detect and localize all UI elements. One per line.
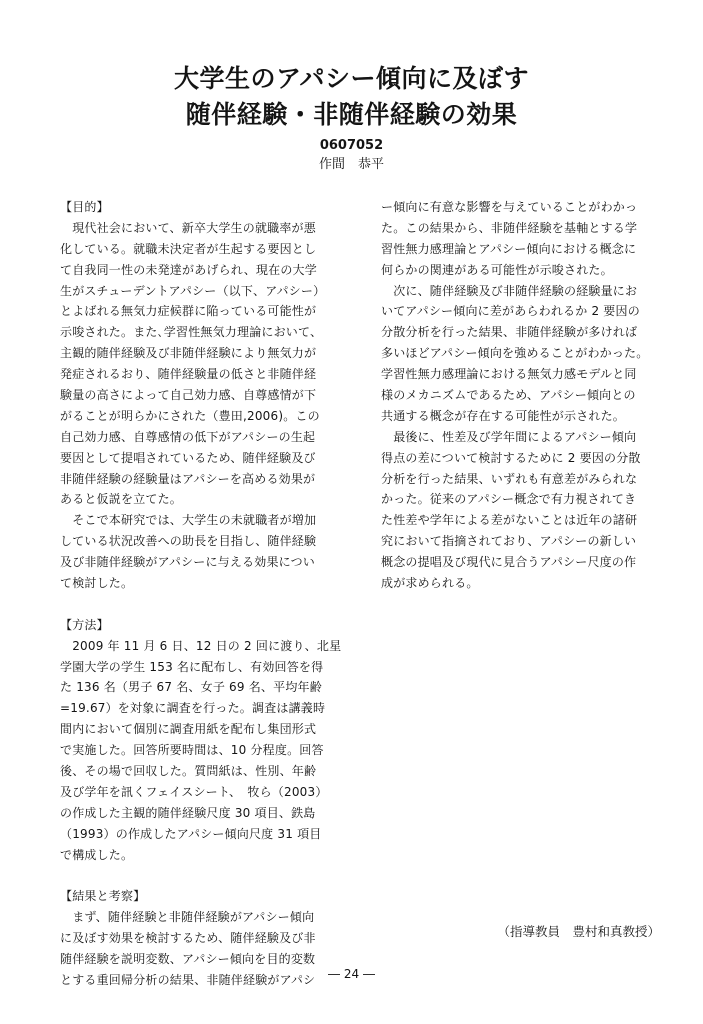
objective-heading: 【目的】	[60, 200, 109, 214]
results-heading: 【結果と考察】	[60, 889, 146, 904]
advisor-credit: （指導教員 豊村和真教授）	[497, 924, 660, 939]
discussion-line: いてアパシー傾向に差があらわれるか 2 要因の	[381, 304, 640, 319]
objective-line: て検討した。	[60, 576, 134, 591]
discussion-line: 何らかの関連がある可能性が示唆された。	[381, 262, 613, 277]
results-line: まず、随伴経験と非随伴経験がアパシー傾向	[60, 910, 315, 925]
objective-line: そこで本研究では、大学生の未就職者が増加	[60, 513, 317, 528]
discussion-line: 共通する概念が存在する可能性が示された。	[381, 408, 626, 423]
discussion-line: た性差や学年による差がないことは近年の諸研	[381, 513, 638, 528]
objective-line: 化している。就職未決定者が生起する要因とし	[60, 241, 317, 256]
objective-line: 及び非随伴経験がアパシーに与える効果につい	[60, 555, 316, 570]
left-column	[60, 197, 353, 991]
discussion-line: 次に、随伴経験及び非随伴経験の経験量にお	[381, 283, 638, 298]
method-line: で構成した。	[60, 847, 134, 862]
objective-line: している状況改善への助長を目指し、随伴経験	[60, 534, 317, 549]
discussion-line: 究において指摘されており、アパシーの新しい	[381, 534, 637, 549]
discussion-line: 成が求められる。	[381, 576, 479, 591]
discussion-line: 分析を行った結果、いずれも有意差がみられな	[381, 471, 638, 486]
method-line: 学園大学の学生 153 名に配布し、有効回答を得	[60, 659, 324, 674]
discussion-line: 分散分析を行った結果、非随伴経験が多ければ	[381, 325, 638, 340]
objective-line: がることが明らかにされた（豊田,2006)。この	[60, 408, 320, 423]
objective-line: て自我同一性の未発達があげられ、現在の大学	[60, 262, 317, 277]
method-body	[60, 636, 353, 866]
objective-line: 主観的随伴経験及び非随伴経験により無気力が	[60, 346, 317, 361]
objective-line: 発症されるおり、随伴経験量の低さと非随伴経	[60, 367, 317, 382]
objective-body	[60, 218, 353, 594]
discussion-line: ー傾向に有意な影響を与えていることがわかっ	[381, 200, 638, 214]
results-line: 随伴経験を説明変数、アパシー傾向を目的変数	[60, 952, 316, 967]
discussion-line: かった。従来のアパシー概念で有力視されてき	[381, 492, 637, 507]
method-line: の作成した主観的随伴経験尺度 30 項目、鉄島	[60, 805, 316, 820]
method-line: で実施した。回答所要時間は、10 分程度。回答	[60, 743, 324, 758]
objective-line: 生がスチューデントアパシー（以下、アパシー）	[60, 283, 326, 298]
objective-line: 示唆された。また､学習性無気力理論において、	[60, 325, 323, 340]
right-column	[381, 197, 674, 594]
objective-line: 非随伴経験の経験量はアパシーを高める効果が	[60, 471, 316, 486]
discussion-line: 習性無力感理論とアパシー傾向における概念に	[381, 241, 637, 256]
objective-line: 要因として提唱されているため、随伴経験及び	[60, 450, 316, 465]
paper-title-line-2: 随伴経験・非随伴経験の効果	[185, 100, 518, 129]
method-line: 間内において個別に調査用紙を配布し集団形式	[60, 722, 317, 737]
discussion-line: 概念の提唱及び現代に見合うアパシー尺度の作	[381, 555, 637, 570]
discussion-line: た。この結果から、非随伴経験を基軸とする学	[381, 220, 638, 235]
author-name: 作間 恭平	[318, 157, 384, 172]
results-line: に及ぼす効果を検討するため、随伴経験及び非	[60, 931, 316, 946]
objective-line: 現代社会において、新卒大学生の就職率が悪	[60, 220, 316, 235]
paper-title-line-1: 大学生のアパシー傾向に及ぼす	[173, 64, 529, 93]
method-line: 後、その場で回収した。質問紙は、性別、年齢	[60, 764, 317, 779]
method-line: 及び学年を訊くフェイスシート、 牧ら（2003）	[60, 784, 328, 799]
method-line: 2009 年 11 月 6 日、12 日の 2 回に渡り、北星	[60, 638, 342, 653]
objective-line: 自己効力感、自尊感情の低下がアパシーの生起	[60, 429, 316, 444]
discussion-line: 学習性無力感理論における無気力感モデルと同	[381, 367, 637, 382]
results-line: とする重回帰分析の結果、非随伴経験がアパシ	[60, 972, 316, 987]
discussion-line: 得点の差について検討するために 2 要因の分散	[381, 450, 641, 465]
method-heading: 【方法】	[60, 617, 109, 632]
objective-line: 験量の高さによって自己効力感、自尊感情が下	[60, 388, 317, 403]
discussion-line: 多いほどアパシー傾向を強めることがわかった。	[381, 346, 649, 361]
section-spacer	[60, 594, 353, 615]
objective-line: とよばれる無気力症候群に陥っている可能性が	[60, 304, 317, 319]
discussion-line: 様のメカニズムであるため、アパシー傾向との	[381, 388, 636, 403]
method-line: （1993）の作成したアパシー傾向尺度 31 項目	[60, 826, 322, 841]
page-number: ― 24 ―	[328, 967, 375, 981]
objective-line: あると仮説を立てた。	[60, 492, 183, 507]
method-line: た 136 名（男子 67 名、女子 69 名、平均年齢	[60, 680, 322, 695]
discussion-line: 最後に、性差及び学年間によるアパシー傾向	[381, 429, 637, 444]
section-spacer	[60, 866, 353, 887]
method-line: =19.67）を対象に調査を行った。調査は講義時	[60, 701, 326, 716]
student-id: 0607052	[319, 138, 384, 153]
